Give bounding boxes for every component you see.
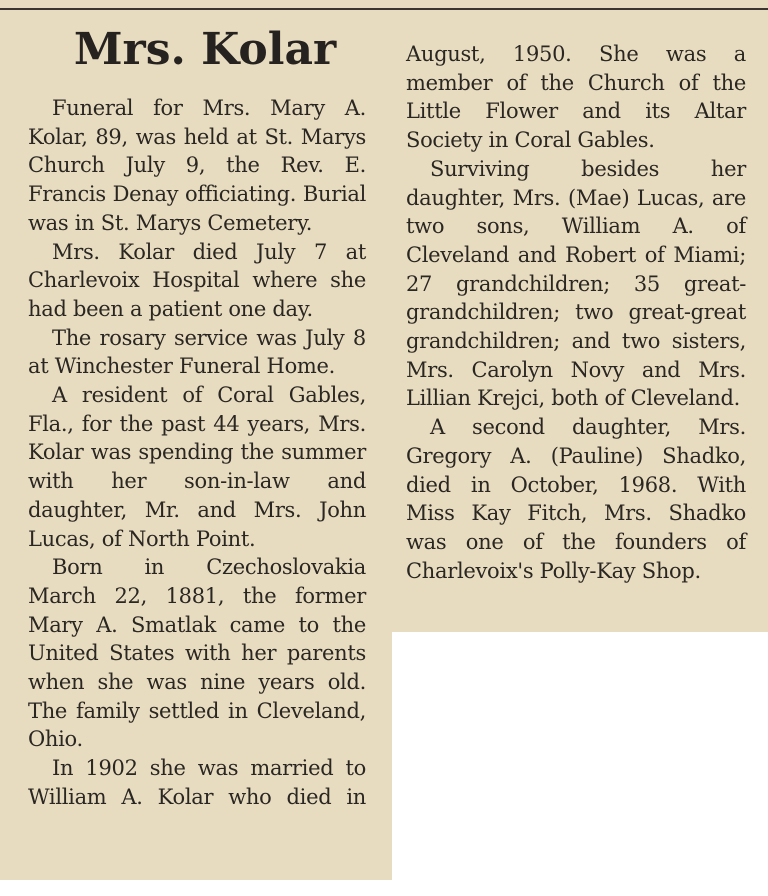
paragraph-residence: A resident of Coral Gables, Fla., for the past 44 years, Mrs. Kolar was spending the summer with her son-in-law and daughter, Mr. and Mrs. John Lucas, of North Point.	[28, 383, 366, 551]
top-rule	[0, 8, 768, 10]
paragraph-birth: Born in Czechoslovakia March 22, 1881, the former Mary A. Smatlak came to the United States with her parents when she was nine years old. The family settled in Cleveland, Ohio.	[28, 555, 366, 752]
paragraph-survivors: Surviving besides her daughter, Mrs. (Mae) Lucas, are two sons, William A. of Cleveland and Robert of Miami; 27 grandchildren; 35 great-grandchildren; two great-great grandchildren; and two sisters, Mrs. Carolyn Novy and Mrs. Lillian Krejci, both of Cleveland.	[406, 156, 746, 411]
paragraph-marriage-continued: August, 1950. She was a member of the Church of the Little Flower and its Altar Society in Coral Gables.	[406, 42, 746, 153]
paragraph-funeral: Funeral for Mrs. Mary A. Kolar, 89, was held at St. Marys Church July 9, the Rev. E. Francis Denay officiating. Burial was in St. Marys Cemetery.	[28, 96, 366, 235]
paragraph-rosary: The rosary service was July 8 at Winchester Funeral Home.	[28, 325, 366, 379]
obituary-title: Mrs. Kolar	[73, 24, 337, 75]
paragraph-marriage: In 1902 she was married to William A. Kolar who died in	[28, 756, 366, 809]
left-text-column	[28, 94, 366, 812]
right-text-column	[406, 40, 746, 585]
paragraph-death: Mrs. Kolar died July 7 at Charlevoix Hospital where she had been a patient one day.	[28, 239, 366, 321]
paragraph-second-daughter: A second daughter, Mrs. Gregory A. (Pauline) Shadko, died in October, 1968. With Miss Kay Fitch, Mrs. Shadko was one of the founders of Charlevoix's Polly-Kay Shop.	[406, 415, 746, 583]
